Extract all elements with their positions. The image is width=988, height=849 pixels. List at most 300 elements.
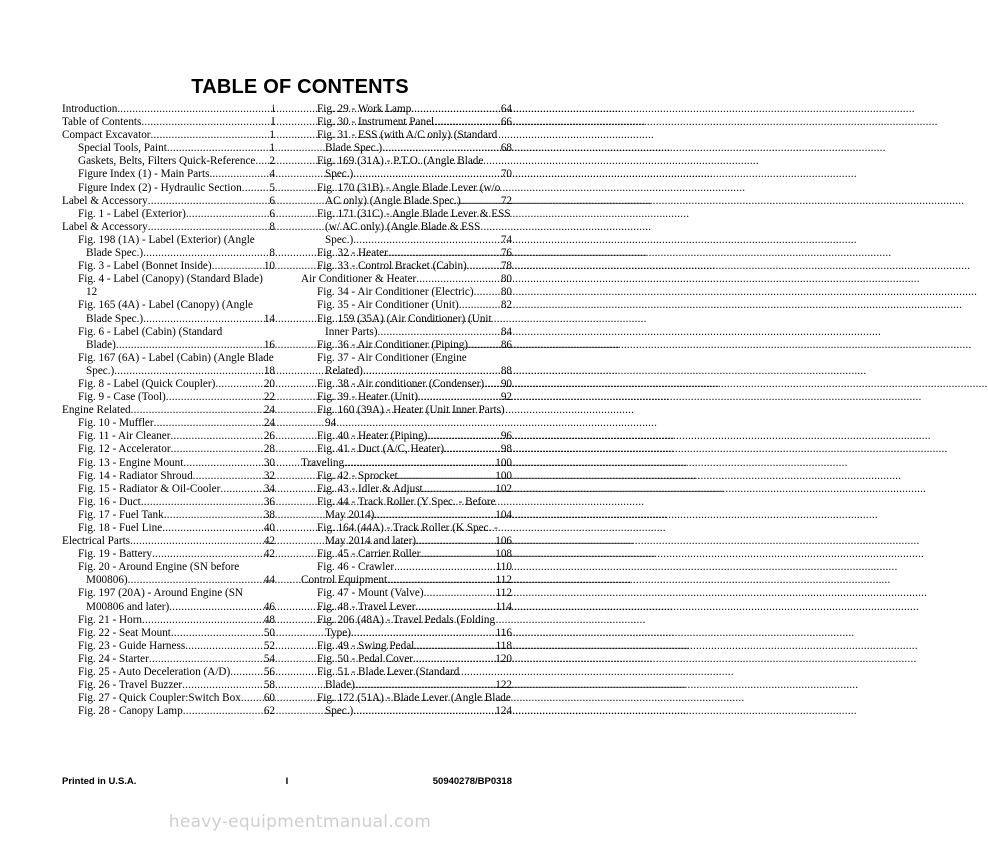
toc-entry-page: 90 xyxy=(500,377,512,390)
toc-entry-label: Fig. 45 - Carrier Roller xyxy=(317,548,421,561)
toc-leader-dots xyxy=(166,391,264,404)
toc-entry-label: Fig. 27 - Quick Coupler:Switch Box xyxy=(78,692,241,705)
toc-leader-dots xyxy=(212,260,264,273)
toc-entry-label: Fig. 6 - Label (Cabin) (Standard xyxy=(78,325,223,338)
toc-leader-dots xyxy=(388,247,501,260)
toc-leader-dots xyxy=(148,195,270,208)
toc-entry[interactable] xyxy=(301,535,512,548)
toc-leader-dots xyxy=(171,627,264,640)
toc-entry-page: 18 xyxy=(263,364,275,377)
toc-entry-label: Label & Accessory xyxy=(62,220,148,233)
toc-entry-label: Fig. 50 - Pedal Cover xyxy=(317,652,414,665)
toc-entry[interactable] xyxy=(301,679,512,692)
toc-entry-label: Fig. 51 - Blade Lever (Standard xyxy=(317,666,460,679)
toc-entry-label: Fig. 26 - Travel Buzzer xyxy=(78,679,183,692)
toc-entry-page: 24 xyxy=(263,404,275,417)
toc-entry-page: 104 xyxy=(495,508,512,521)
toc-leader-dots xyxy=(353,705,495,718)
toc-entry-label: Fig. 21 - Horn xyxy=(78,613,143,626)
toc-entry-label: Fig. 197 (20A) - Around Engine (SN xyxy=(78,587,244,600)
toc-entry[interactable] xyxy=(301,430,512,443)
toc-entry-page: 68 xyxy=(500,142,512,155)
toc-entry-label: Fig. 34 - Air Conditioner (Electric) xyxy=(317,286,474,299)
toc-entry-label: Fig. 30 - Instrument Panel xyxy=(317,116,435,129)
toc-entry-label: May 2014) xyxy=(325,508,375,521)
toc-entry[interactable] xyxy=(62,640,275,653)
toc-entry[interactable] xyxy=(62,457,275,470)
toc-entry-label: Fig. 170 (31B) - Angle Blade Lever (w/o xyxy=(317,181,501,194)
toc-entry[interactable] xyxy=(301,587,512,600)
toc-entry-label: Fig. 18 - Fuel Line xyxy=(78,522,163,534)
toc-entry-label: Fig. 46 - Crawler xyxy=(317,561,395,574)
toc-entry[interactable] xyxy=(301,391,512,404)
toc-entry-label: Blade) xyxy=(325,679,355,692)
toc-entry[interactable] xyxy=(62,142,275,155)
toc-entry[interactable] xyxy=(62,313,275,326)
toc-entry-label: AC only) (Angle Blade Spec.) xyxy=(325,194,461,207)
toc-entry-label: Fig. 29 - Work Lamp xyxy=(317,103,412,115)
toc-entry-page: 112 xyxy=(495,587,512,600)
toc-leader-dots xyxy=(215,378,263,391)
toc-section-entry[interactable] xyxy=(62,195,275,208)
toc-entry-label: Fig. 36 - Air Conditioner (Piping) xyxy=(317,338,469,351)
toc-entry-label: Figure Index (1) - Main Parts xyxy=(78,168,210,181)
toc-entry-label: Fig. 19 - Battery xyxy=(78,548,152,561)
toc-leader-dots xyxy=(183,457,263,470)
toc-entry-page: 4 xyxy=(269,168,275,181)
footer-printed-in: Printed in U.S.A. xyxy=(62,776,137,787)
toc-entry[interactable] xyxy=(62,679,275,692)
toc-entry[interactable] xyxy=(62,483,275,496)
toc-entry-page: 22 xyxy=(263,391,275,404)
toc-entry[interactable] xyxy=(301,666,512,679)
toc-leader-dots xyxy=(418,391,501,404)
toc-entry-page: 34 xyxy=(263,482,275,495)
toc-leader-dots xyxy=(148,221,270,234)
toc-leader-dots xyxy=(474,286,501,299)
toc-leader-dots xyxy=(459,299,501,312)
toc-entry-page: 82 xyxy=(500,299,512,312)
toc-entry-label: Gaskets, Belts, Filters Quick-Reference xyxy=(78,155,256,168)
toc-entry-label: Spec.) xyxy=(325,705,354,718)
toc-entry-label: Fig. 10 - Muffler xyxy=(78,417,154,430)
toc-entry[interactable] xyxy=(62,653,275,666)
toc-entry[interactable] xyxy=(62,260,275,273)
toc-entry[interactable] xyxy=(62,365,275,378)
toc-entry-label: Fig. 9 - Case (Tool) xyxy=(78,391,166,404)
toc-entry[interactable] xyxy=(301,509,512,522)
toc-entry-page: 42 xyxy=(263,548,275,561)
toc-leader-dots xyxy=(114,365,264,378)
toc-leader-dots xyxy=(162,522,264,535)
toc-entry-label: Introduction xyxy=(62,103,118,115)
toc-entry[interactable] xyxy=(62,587,275,600)
toc-entry-page: 5 xyxy=(269,181,275,194)
toc-leader-dots xyxy=(164,509,264,522)
toc-entry[interactable] xyxy=(301,443,512,456)
toc-leader-dots xyxy=(467,260,501,273)
toc-entry[interactable] xyxy=(301,195,512,208)
toc-leader-dots xyxy=(413,653,495,666)
toc-leader-dots xyxy=(117,103,272,116)
toc-entry-label: Fig. 167 (6A) - Label (Cabin) (Angle Blade xyxy=(78,351,274,364)
toc-leader-dots xyxy=(411,103,501,116)
toc-leader-dots xyxy=(398,470,495,483)
toc-entry-label: Fig. 31 - ESS (with A/C only) (Standard xyxy=(317,129,498,142)
toc-entry-label: Blade Spec.) xyxy=(86,247,144,260)
toc-leader-dots xyxy=(183,705,264,718)
toc-leader-dots xyxy=(143,247,269,260)
toc-entry-label: Fig. 17 - Fuel Tank xyxy=(78,508,164,521)
toc-entry-page: I xyxy=(271,116,275,129)
toc-entry[interactable] xyxy=(62,574,275,587)
toc-entry-label: Fig. 12 - Accelerator xyxy=(78,443,171,456)
toc-entry[interactable] xyxy=(301,313,512,326)
toc-leader-dots xyxy=(143,313,264,326)
toc-leader-dots xyxy=(434,116,501,129)
toc-entry[interactable] xyxy=(301,640,512,653)
toc-entry-page: 6 xyxy=(269,207,275,220)
toc-entry[interactable] xyxy=(62,561,275,574)
toc-entry[interactable] xyxy=(301,705,512,718)
toc-entry-page: 76 xyxy=(500,247,512,260)
toc-entry-page: 50 xyxy=(263,626,275,639)
toc-entry-page: 36 xyxy=(263,495,275,508)
toc-leader-dots xyxy=(416,273,501,286)
toc-entry-label: Traveling xyxy=(301,456,345,469)
toc-leader-dots xyxy=(416,601,496,614)
toc-entry[interactable] xyxy=(301,653,512,666)
toc-entry-page: 1 xyxy=(269,142,275,155)
toc-entry-page: 112 xyxy=(495,574,512,587)
toc-entry[interactable] xyxy=(62,496,275,509)
toc-leader-dots xyxy=(363,365,501,378)
toc-entry-label: Fig. 47 - Mount (Valve) xyxy=(317,587,424,600)
toc-entry-page: 56 xyxy=(263,666,275,679)
toc-leader-dots xyxy=(416,535,495,548)
toc-leader-dots xyxy=(131,404,264,417)
toc-entry[interactable] xyxy=(62,601,275,614)
toc-entry-label: Electrical Parts xyxy=(62,535,131,548)
toc-entry-page: 78 xyxy=(500,260,512,273)
toc-entry[interactable] xyxy=(301,103,512,116)
toc-entry-label: Fig. 24 - Starter xyxy=(78,652,149,665)
toc-entry[interactable] xyxy=(62,273,275,286)
toc-entry[interactable] xyxy=(301,627,512,640)
toc-entry-page: 38 xyxy=(263,508,275,521)
toc-entry-page: 64 xyxy=(500,103,512,115)
toc-entry[interactable] xyxy=(301,129,512,142)
toc-entry-label: 94 xyxy=(325,417,337,430)
toc-entry-page: 30 xyxy=(263,456,275,469)
toc-entry[interactable] xyxy=(62,391,275,404)
toc-leader-dots xyxy=(167,142,270,155)
toc-entry-label: 12 xyxy=(86,286,98,299)
toc-entry-page: 60 xyxy=(263,692,275,705)
toc-leader-dots xyxy=(141,496,264,509)
toc-leader-dots xyxy=(116,339,264,352)
toc-entry[interactable] xyxy=(62,168,275,181)
toc-entry-page: 44 xyxy=(263,574,275,587)
toc-entry-page: 6 xyxy=(269,194,275,207)
toc-entry-label: Fig. 206 (48A) - Travel Pedals (Folding xyxy=(317,613,496,626)
toc-section-entry[interactable] xyxy=(301,457,512,470)
toc-entry[interactable] xyxy=(301,155,512,168)
toc-entry[interactable] xyxy=(301,339,512,352)
toc-leader-dots xyxy=(169,601,264,614)
toc-entry-page: 74 xyxy=(500,233,512,246)
toc-entry[interactable] xyxy=(301,522,512,535)
toc-entry[interactable] xyxy=(62,182,275,195)
toc-entry-label: Fig. 25 - Auto Deceleration (A/D) xyxy=(78,666,231,679)
toc-entry-label: Spec.) xyxy=(325,233,354,246)
toc-leader-dots xyxy=(171,443,264,456)
toc-leader-dots xyxy=(374,509,495,522)
toc-entry-label: Fig. 49 - Swing Pedal xyxy=(317,639,415,652)
toc-entry-label: Fig. 38 - Air conditioner (Condenser) xyxy=(317,377,485,390)
toc-entry-label: Compact Excavator xyxy=(62,129,151,142)
toc-entry-page: 72 xyxy=(500,194,512,207)
toc-entry[interactable] xyxy=(62,470,275,483)
toc-entry-page: 54 xyxy=(263,652,275,665)
toc-entry[interactable] xyxy=(301,326,512,339)
toc-entry-label: Table of Contents xyxy=(62,116,142,129)
toc-entry[interactable] xyxy=(62,208,275,221)
toc-entry-page: 1 xyxy=(269,129,275,142)
toc-leader-dots xyxy=(220,483,263,496)
toc-entry[interactable] xyxy=(301,234,512,247)
toc-entry[interactable] xyxy=(301,614,512,627)
toc-entry[interactable] xyxy=(62,155,275,168)
toc-entry[interactable] xyxy=(301,692,512,705)
toc-section-entry[interactable] xyxy=(62,129,275,142)
toc-entry-page: i xyxy=(271,103,275,115)
toc-entry-page: 100 xyxy=(495,469,512,482)
toc-section-entry[interactable] xyxy=(62,116,275,129)
toc-entry[interactable] xyxy=(301,208,512,221)
toc-entry-label: Blade) xyxy=(86,338,116,351)
toc-entry-page: 116 xyxy=(495,626,512,639)
toc-leader-dots xyxy=(468,339,501,352)
toc-entry-label: Fig. 42 - Sprocket xyxy=(317,469,398,482)
toc-leader-dots xyxy=(382,142,501,155)
toc-entry-label: M00806 and later) xyxy=(86,600,170,613)
toc-entry-page: 62 xyxy=(263,705,275,718)
toc-entry-label: Fig. 33 - Control Bracket (Cabin) xyxy=(317,260,467,273)
toc-leader-dots xyxy=(355,679,495,692)
toc-entry-label: Fig. 48 - Travel Lever xyxy=(317,600,416,613)
toc-entry-label: Fig. 160 (39A) - Heater (Unit Inner Parts) xyxy=(317,404,505,417)
toc-leader-dots xyxy=(344,457,495,470)
toc-leader-dots xyxy=(387,574,496,587)
toc-leader-dots xyxy=(242,182,270,195)
toc-entry[interactable] xyxy=(62,705,275,718)
toc-entry[interactable] xyxy=(301,496,512,509)
toc-entry-page: 52 xyxy=(263,639,275,652)
toc-leader-dots xyxy=(423,483,496,496)
toc-entry[interactable] xyxy=(301,601,512,614)
toc-entry[interactable] xyxy=(62,339,275,352)
toc-entry-label: Fig. 3 - Label (Bonnet Inside) xyxy=(78,260,212,273)
toc-section-entry[interactable] xyxy=(62,221,275,234)
toc-leader-dots xyxy=(255,155,269,168)
toc-entry[interactable] xyxy=(62,352,275,365)
toc-section-entry[interactable] xyxy=(301,574,512,587)
toc-leader-dots xyxy=(149,653,264,666)
toc-entry-page: 80 xyxy=(500,273,512,286)
toc-entry[interactable] xyxy=(62,522,275,535)
toc-entry-label: Fig. 159 (35A) (Air Conditioner) (Unit xyxy=(317,312,492,325)
toc-section-entry[interactable] xyxy=(301,273,512,286)
toc-entry[interactable] xyxy=(62,692,275,705)
toc-entry-page: 20 xyxy=(263,377,275,390)
toc-entry-page: 2 xyxy=(269,155,275,168)
toc-entry-page: 96 xyxy=(500,430,512,443)
toc-entry[interactable] xyxy=(301,299,512,312)
toc-leader-dots xyxy=(484,378,501,391)
toc-entry-label: Fig. 44 - Track Roller (Y Spec. - Before xyxy=(317,495,496,508)
toc-entry[interactable] xyxy=(301,247,512,260)
toc-entry-page: 66 xyxy=(500,116,512,129)
toc-entry[interactable] xyxy=(301,548,512,561)
toc-section-entry[interactable] xyxy=(62,535,275,548)
toc-entry-label: Fig. 23 - Guide Harness xyxy=(78,639,186,652)
toc-leader-dots xyxy=(186,208,270,221)
toc-entry[interactable] xyxy=(301,182,512,195)
toc-entry-label: Fig. 32 - Heater xyxy=(317,247,388,260)
toc-entry-page: 122 xyxy=(495,679,512,692)
toc-leader-dots xyxy=(353,234,501,247)
toc-entry-label: Inner Parts) xyxy=(325,325,378,338)
toc-entry-label: Fig. 1 - Label (Exterior) xyxy=(78,207,186,220)
toc-entry-page: 8 xyxy=(269,247,275,260)
toc-entry-label: Figure Index (2) - Hydraulic Section xyxy=(78,181,242,194)
toc-leader-dots xyxy=(414,640,495,653)
toc-entry-label: Special Tools, Paint xyxy=(78,142,167,155)
toc-leader-dots xyxy=(182,679,264,692)
toc-entry[interactable] xyxy=(62,430,275,443)
toc-leader-dots xyxy=(461,195,501,208)
toc-entry[interactable] xyxy=(62,666,275,679)
toc-entry[interactable] xyxy=(301,470,512,483)
toc-entry-label: Fig. 28 - Canopy Lamp xyxy=(78,705,183,718)
toc-entry[interactable] xyxy=(301,365,512,378)
toc-entry-page: 98 xyxy=(500,443,512,456)
toc-entry-page: 28 xyxy=(263,443,275,456)
toc-entry-label: Fig. 13 - Engine Mount xyxy=(78,456,184,469)
toc-leader-dots xyxy=(141,116,271,129)
toc-entry-label: Fig. 15 - Radiator & Oil-Cooler xyxy=(78,482,221,495)
toc-entry-label: Fig. 14 - Radiator Shroud xyxy=(78,469,193,482)
toc-entry[interactable] xyxy=(62,417,275,430)
toc-entry-page: 24 xyxy=(263,417,275,430)
toc-leader-dots xyxy=(171,430,264,443)
toc-leader-dots xyxy=(353,168,501,181)
toc-leader-dots xyxy=(152,548,264,561)
toc-entry-label: Fig. 164 (44A) - Track Roller (K Spec. - xyxy=(317,522,498,534)
toc-entry-label: (w/ AC only) (Angle Blade & ESS xyxy=(325,220,481,233)
toc-right-column xyxy=(301,103,512,718)
toc-leader-dots xyxy=(209,168,269,181)
toc-entry[interactable] xyxy=(301,116,512,129)
toc-entry[interactable] xyxy=(62,299,275,312)
toc-leader-dots xyxy=(424,587,496,600)
toc-entry[interactable] xyxy=(62,378,275,391)
toc-entry-label: Air Conditioner & Heater xyxy=(301,273,417,286)
toc-leader-dots xyxy=(427,430,501,443)
toc-entry[interactable] xyxy=(301,260,512,273)
toc-leader-dots xyxy=(193,470,264,483)
toc-entry-label: Fig. 11 - Air Cleaner xyxy=(78,430,171,443)
toc-entry-label: M00806) xyxy=(86,574,128,587)
toc-entry-label: Control Equipment xyxy=(301,574,388,587)
toc-entry-label: Fig. 20 - Around Engine (SN before xyxy=(78,561,240,574)
toc-leader-dots xyxy=(444,443,501,456)
toc-entry-page: 32 xyxy=(263,469,275,482)
toc-entry[interactable] xyxy=(62,286,275,299)
toc-entry[interactable] xyxy=(301,352,512,365)
toc-entry-page: 124 xyxy=(495,705,512,718)
toc-entry[interactable] xyxy=(301,286,512,299)
toc-entry[interactable] xyxy=(62,443,275,456)
toc-leader-dots xyxy=(230,666,264,679)
toc-entry-label: Blade Spec.) xyxy=(86,312,144,325)
toc-entry[interactable] xyxy=(301,483,512,496)
toc-entry[interactable] xyxy=(301,404,512,417)
toc-entry-page: 120 xyxy=(495,652,512,665)
toc-entry[interactable] xyxy=(301,561,512,574)
toc-leader-dots xyxy=(151,129,270,142)
toc-entry-page: 58 xyxy=(263,679,275,692)
toc-entry-page: 26 xyxy=(263,430,275,443)
toc-entry[interactable] xyxy=(301,142,512,155)
toc-section-entry[interactable] xyxy=(62,103,275,116)
toc-entry[interactable] xyxy=(62,234,275,247)
toc-entry-page: 118 xyxy=(495,639,512,652)
toc-entry[interactable] xyxy=(301,221,512,234)
toc-left-column xyxy=(62,103,275,718)
toc-entry-label: Fig. 8 - Label (Quick Coupler) xyxy=(78,377,216,390)
toc-entry-label: Fig. 165 (4A) - Label (Canopy) (Angle xyxy=(78,299,253,312)
toc-entry[interactable] xyxy=(62,509,275,522)
toc-entry[interactable] xyxy=(62,326,275,339)
toc-entry[interactable] xyxy=(301,378,512,391)
toc-entry[interactable] xyxy=(62,247,275,260)
toc-entry-label: Fig. 169 (31A) - P.T.O. (Angle Blade xyxy=(317,155,484,168)
toc-entry-label: Fig. 40 - Heater (Piping) xyxy=(317,430,428,443)
toc-entry-label: Fig. 43 - Idler & Adjust xyxy=(317,482,423,495)
toc-section-entry[interactable] xyxy=(62,404,275,417)
toc-entry[interactable] xyxy=(62,614,275,627)
footer-page-number: I xyxy=(285,776,289,787)
toc-entry-label: Fig. 39 - Heater (Unit) xyxy=(317,391,418,404)
toc-entry[interactable] xyxy=(301,417,512,430)
toc-entry-page: 14 xyxy=(263,312,275,325)
toc-leader-dots xyxy=(154,417,264,430)
toc-entry-page: 70 xyxy=(500,168,512,181)
toc-entry-label: Spec.) xyxy=(86,364,115,377)
toc-entry-label: Engine Related xyxy=(62,404,131,417)
toc-entry[interactable] xyxy=(301,168,512,181)
toc-entry-page: 46 xyxy=(263,600,275,613)
toc-entry[interactable] xyxy=(62,548,275,561)
toc-entry-page: 84 xyxy=(500,325,512,338)
toc-entry-label: Type) xyxy=(325,626,351,639)
toc-entry[interactable] xyxy=(62,627,275,640)
page-title: TABLE OF CONTENTS xyxy=(191,76,409,98)
toc-entry-label: Fig. 172 (51A) - Blade Lever (Angle Blade xyxy=(317,692,511,705)
toc-leader-dots xyxy=(130,535,264,548)
